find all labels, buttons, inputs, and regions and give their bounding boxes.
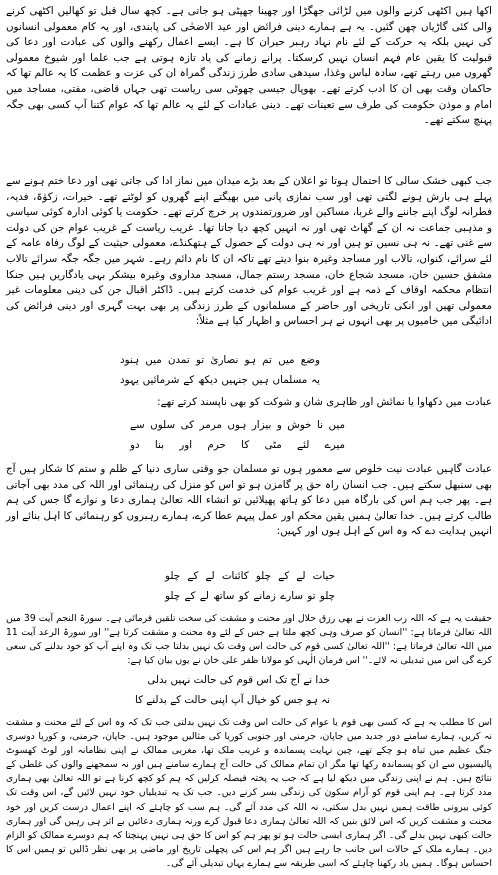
verse-4-line-1: خدا نے آج تک اس قوم کی حالت نہیں بدلی bbox=[147, 674, 330, 686]
paragraph-3: عبادت میں دکھاوا یا نمائش اور ظاہری شان و شوکت کو بھی ناپسند کرتے تھے: bbox=[157, 396, 492, 408]
paragraph-4: عبادت گاہیں عبادت نیت خلوص سے معمور ہوں تو مسلمان جو وقتی ساری دنیا کے ظلم و ستم کا شکار ہیں آج بھی سنبھل سکتے ہیں۔ جب انسان راہ حق پر گامزن ہو تو اس کو منزل کی رہنمائی اور اللہ کی مدد بھی آجاتی ہے۔ پھر جب ہم اس کی بارگاہ میں دعا کو ہاتھ پھیلائیں تو انشاء اللہ تعالیٰ ہماری دعا و نوازے گا جس کی ہم طالب کرتے ہیں۔ خدا تعالیٰ ہمیں یقین محکم اور عمل پیہم عطا کرے، ہمارے رہبروں کو رہنمائی کا اہل بنائے اور انہیں ہدایت دے کہ وہ اس کے اہل ہوں اور کہیں: bbox=[6, 463, 492, 538]
verse-3-line-2: چلو تو سارے زمانے کو ساتھ لے کے چلو bbox=[165, 590, 335, 602]
paragraph-2: جب کبھی خشک سالی کا احتمال ہوتا تو اعلان کے بعد بڑے میدان میں نماز ادا کی جاتی تھی اور دعا ختم ہونے سے پہلے ہی بارش ہونے لگتی تھی اور سب نمازی پانی میں بھیگتے اپنے گھروں کو لوٹتے تھے۔ خیرات، زکوٰۃ، فدیہ، فطرانہ لوگ اپنے جاننے والے غربا، مساکین اور ضرورتمندوں پر خرچ کرتے تھے۔ حکومت یا کوئی ادارہ کوئی سیاسی و مذہبی جماعت نہ ان کے گھاٹ تھی اور نہ انہیں کچھ دیا جاتا تھا۔ غریب ریاست کے غریب عوام جن کی دولت سے غنی تھے۔ نہ ہی نسیں تو ہیں اور نہ ہی دولت کے حصول کے ہتھکنڈے، معمولی حیثیت کے لوگ رفاہ عامہ کے لئے سرائے، کنواں، تالاب اور مساجد وغیرہ بنوا دیتے تھے تاکہ ان کا نام دائم رہے۔ شہر میں جگہ جگہ سرائے تالاب مشفق حسین خان، مسجد شجاع خان، مسجد رستم جمال، مسجد مداروی وغیرہ بیشکر بہی یادگاریں ہیں جنکا انتظام محکمہ اوقاف کے ذمہ ہے اور غریب عوام کی خدمت کرتے ہیں۔ ڈاکٹر اقبال جن کی دینی معلومات غیر معمولی تھیں اور انکی تاریخی اور حاضر کے مسلمانوں کے طرز زندگی پر بھی بہت گہری اور دینی فرائض کی ادائیگی میں خامیوں پر بھی انہوں نے ہر احساس و اظہار کیا ہے مثلاً: bbox=[6, 175, 492, 328]
paragraph-6: اس کا مطلب یہ ہے کہ کسی بھی قوم یا عوام کی حالت اس وقت تک نہیں بدلتی جب تک کہ وہ اس کے لئے محنت و مشقت نہ کریں، ہمارے سامنے دور جدید میں جاپان، جرمنی اور جنوبی کوریا کی مثالیں موجود ہیں۔ جاپان، جرمنی، و کوریا دوسری جنگ عظیم میں تباہ ہو چکے تھے، چین نہایت پسماندہ و غریب ملک تھا، مغربی ممالک نے اپنی نظامانہ اور لوٹ کھسوٹ پالیسیوں سے ان کو پسماندہ رکھا تھا مگر ان تمام ممالک کی حالت آج ہمارے سامنے ہیں اور نہ سمجھنے والوں کی غلطی کے نتائج ہیں۔ ہم نے اپنی زندگی میں دیکھ لیا ہے کہ جب یہ پختہ فیصلہ کرلیں کہ ہم کو کچھ کرنا ہے تو اللہ تعالیٰ بھی ہماری مدد کرتا ہے۔ ہم اپنی قوم کو آرام سکون کی زندگی بسر کرنے دیں۔ جب تک یہ تبدیلیاں خود نہیں لائیں گے، اس وقت تک کوئی بیرونی طاقت ہمیں نہیں بدل سکتی، نہ اللہ کی مدد آئے گی۔ ہم سب کو چاہئے کہ اپنے اعمال درست کریں اور خود محنت و مشقت کریں کہ اس لائق بنیں کہ اللہ تعالیٰ ہماری دعا قبول کرے ورنہ ہماری دعائیں بے اثر ہی رہیں گی اور ہماری حالت کبھی نہیں بدلے گی۔ اگر ہماری ایسی حالت ہو تو پھر ہم کو اس کا حق ہی نہیں پہنچتا کہ ہم دوسرے ممالک کو الزام دیں۔ ہمارے ملک کے حالات اس جانب جا رہے ہیں اگر ہم اس کی پچھلی تاریخ اور ماضی پر بھی نظر ڈالیں تو ہمیں اس کا احساس ہوگا۔ ہمیں یاد رکھنا چاہئے کہ اسی طریقہ سے ہمارے یہاں تبدیلی آئے گی۔ bbox=[6, 717, 492, 869]
verse-2-line-1: میں نا خوش و بیزار ہوں مرمر کی سلوں سے bbox=[130, 419, 345, 431]
verse-4-line-2: نہ ہو جس کو خیال آپ اپنی حالت کے بدلنے کا bbox=[134, 694, 330, 706]
verse-3-line-1: حیات لے کے چلو کائنات لے کے چلو bbox=[165, 570, 335, 582]
verse-1-line-1: وضع میں تم ہو نصاریٰ تو تمدن میں ہنود bbox=[120, 354, 320, 366]
verse-1-line-2: یہ مسلماں ہیں جنہیں دیکھ کے شرمائیں یہود bbox=[120, 374, 320, 386]
paragraph-5: حقیقت یہ ہے کہ اللہ رب العزت نے بھی رزق حلال اور محنت و مشقت کی سخت تلقین فرمائی ہے۔ سورۃ النجم آیت 39 میں اللہ تعالیٰ فرماتا ہے: ''انسان کو صرف وہی کچھ ملتا ہے جس کے لئے وہ محنت و مشقت کرتا ہے'' اور سورۃ الرعد آیت 11 میں اللہ تعالیٰ فرماتا ہے: ''اللہ تعالیٰ کسی قوم کی حالت اس وقت تک نہیں بدلتا جب تک وہ اپنے آپ کو خود بدلنے کی سعی کرے گی اس میں تبدیلی نہ لائے۔'' اس فرمان الٰہی کو مولانا ظفر علی خان نے یوں بیان کیا ہے: bbox=[6, 613, 492, 667]
paragraph-1: اکھا ہیں اکٹھی کرنے والوں میں لڑائی جھگڑا اور چھینا جھپٹی ہو جاتی ہے۔ کچھ سال قبل تو کھالیں اکٹھی کرنے والی کئی گاڑیاں چھن گئیں۔ یہ ہے ہمارے دینی فرائض اور عید الاضحٰی کی پابندی، اور یہ کام معمولی انسانوں کی نہیں بلکہ یہ حرکت کے لئے نام نہاد رہبر حیران کا ہے۔ ایسے اعمال رکھنے والوں کی عبادت اور دعا کی قبولیت کا یقین عام فہم انسان نہیں کرسکتا۔ پرانے زمانے کی یاد تازہ ہوتی ہے جب علما اور شیوخ معمولی گھروں میں رہتے تھے، سادہ لباس وغذا، سیدھی سادی طرز زندگی گمراہ ان کی عزت و عظمت کا یہ عالم تھا کہ حاکمان وقت بھی ان کا ادب کرتے تھے۔ بھوپال جیسی چھوٹی سی ریاست تھی جہاں قاضی، مفتی، مساجد میں امام و موذن حکومت کی طرف سے تعینات تھے۔ دینی عبادات کے لئے یہ عالم تھا کہ عوام کتنا آپ کسی بھی جگہ پہنچ سکتے تھے۔ bbox=[6, 5, 492, 127]
verse-2-line-2: میرے لئے مٹی کا حرم اور بنا دو bbox=[130, 439, 345, 451]
